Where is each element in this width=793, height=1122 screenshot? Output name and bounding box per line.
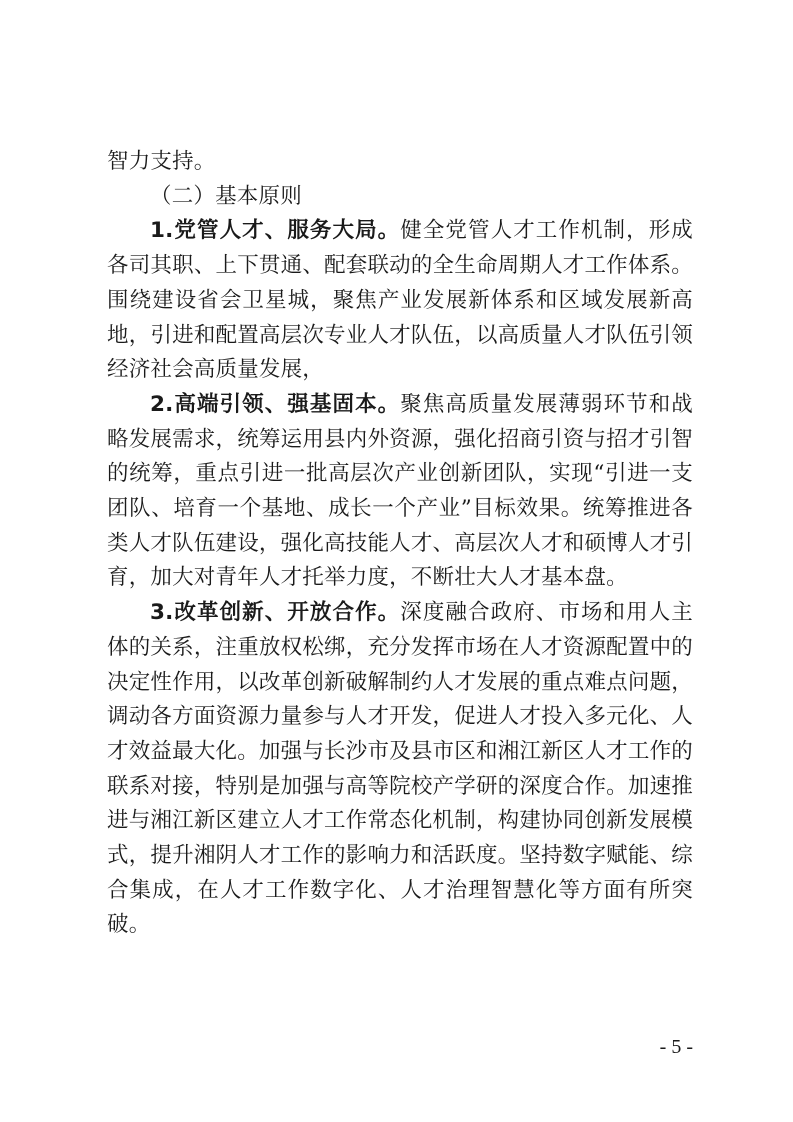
document-body — [107, 145, 693, 943]
principle-title-2: 2.高端引领、强基固本。 — [150, 391, 401, 417]
principle-paragraph-1 — [107, 214, 693, 388]
principle-body-2: 聚焦高质量发展薄弱环节和战略发展需求，统筹运用县内外资源，强化招商引资与招才引智的统筹，重点引进一批高层次产业创新团队，实现“引进一支团队、培育一个基地、成长一个产业”目标效果。统筹推进各类人才队伍建设，强化高技能人才、高层次人才和硕博人才引育，加大对青年人才托举力度，不断壮大人才基本盘。 — [107, 391, 693, 591]
principle-body-3: 深度融合政府、市场和用人主体的关系，注重放权松绑，充分发挥市场在人才资源配置中的决定性作用，以改革创新破解制约人才发展的重点难点问题，调动各方面资源力量参与人才开发，促进人才投入多元化、人才效益最大化。加强与长沙市及县市区和湘江新区人才工作的联系对接，特别是加强与高等院校产学研的深度合作。加速推进与湘江新区建立人才工作常态化机制，构建协同创新发展模式，提升湘阴人才工作的影响力和活跃度。坚持数字赋能、综合集成，在人才工作数字化、人才治理智慧化等方面有所突破。 — [107, 600, 693, 938]
principle-paragraph-2 — [107, 388, 693, 596]
principle-title-1: 1.党管人才、服务大局。 — [150, 218, 401, 244]
principle-title-3: 3.改革创新、开放合作。 — [150, 600, 401, 626]
principle-paragraph-3 — [107, 596, 693, 943]
page-number: - 5 - — [659, 1036, 693, 1058]
principle-body-1: 健全党管人才工作机制，形成各司其职、上下贯通、配套联动的全生命周期人才工作体系。围绕建设省会卫星城，聚焦产业发展新体系和区域发展新高地，引进和配置高层次专业人才队伍，以高质量人才队伍引领经济社会高质量发展， — [107, 218, 693, 383]
section-heading: （二）基本原则 — [150, 183, 302, 209]
continuation-paragraph: 智力支持。 — [107, 149, 216, 174]
